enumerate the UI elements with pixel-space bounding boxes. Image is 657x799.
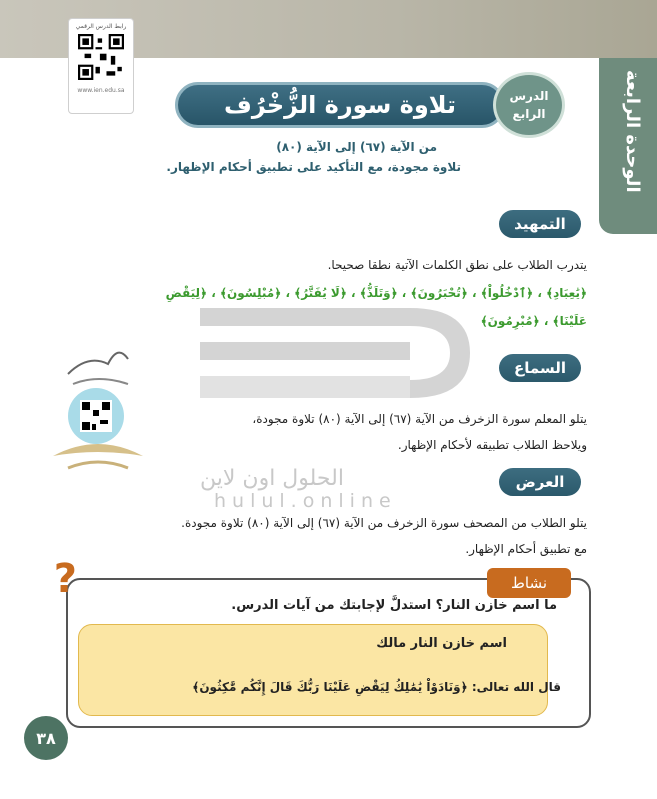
unit-side-tab	[599, 58, 657, 234]
listening-line2: ويلاحظ الطلاب تطبيقه لأحكام الإظهار.	[397, 438, 587, 452]
page-number: ٣٨	[24, 716, 68, 760]
presentation-heading: العرض	[499, 468, 581, 496]
lesson-badge-line1: الدرس	[509, 89, 549, 103]
answer-line1: اسم خازن النار مالك	[376, 636, 507, 651]
intro-words-line2: عَلَيْنَا﴾ ، ﴿مُبْرِمُونَ﴾	[480, 314, 587, 328]
question-mark-icon: ?	[53, 556, 77, 602]
unit-label: الوحدة الرابعة	[622, 70, 643, 193]
intro-heading: التمهيد	[499, 210, 581, 238]
presentation-line2: مع تطبيق أحكام الإظهار.	[465, 542, 587, 556]
activity-question: ما اسم خازن النار؟ استدلَّ لإجابتك من آيات الدرس.	[231, 598, 557, 613]
qr-code-icon[interactable]	[78, 34, 124, 80]
verse-range: من الآية (٦٧) إلى الآية (٨٠)	[276, 140, 437, 154]
watermark-arabic: الحلول اون لاين	[200, 466, 344, 491]
listening-heading: السماع	[499, 354, 581, 382]
lesson-goal: تلاوة مجودة، مع التأكيد على تطبيق أحكام الإظهار.	[166, 160, 461, 174]
lesson-number-badge	[493, 72, 565, 138]
listening-line1: يتلو المعلم سورة الزخرف من الآية (٦٧) إلى الآية (٨٠) تلاوة مجودة،	[252, 412, 587, 426]
lesson-qr-card[interactable]	[68, 18, 134, 114]
lesson-title: تلاوة سورة الزُّخْرُف	[175, 82, 505, 128]
answer-line2	[192, 680, 561, 695]
lesson-title-banner	[175, 78, 565, 132]
activity-tag: نشاط	[487, 568, 571, 598]
qr-url[interactable]: www.ien.edu.sa	[77, 87, 125, 94]
answer-quote: قال الله تعالى: ﴿وَنَادَوْاْ يَٰمَٰلِكُ لِيَقْضِ عَلَيْنَا رَبُّكَ قَالَ إِنَّكُم مَّٰكِثُونَ﴾	[192, 680, 561, 694]
qr-caption: رابط الدرس الرقمي	[75, 23, 127, 30]
intro-text: يتدرب الطلاب على نطق الكلمات الآتية نطقا صحيحا.	[327, 258, 587, 272]
intro-words-line1: ﴿يَٰعِبَادِ﴾ ، ﴿ٱدْخُلُواْ﴾ ، ﴿تُحْبَرُونَ﴾ ، ﴿وَتَلَذُّ﴾ ، ﴿لَا يُفَتَّرُ﴾ ، ﴿مُبْلِسُونَ﴾ ، ﴿لِيَقْضِ	[165, 286, 587, 300]
lesson-badge-line2: الرابع	[512, 107, 546, 121]
watermark-latin: hulul.online	[214, 490, 397, 512]
presentation-line1: يتلو الطلاب من المصحف سورة الزخرف من الآية (٦٧) إلى الآية (٨٠) تلاوة مجودة.	[181, 516, 587, 530]
